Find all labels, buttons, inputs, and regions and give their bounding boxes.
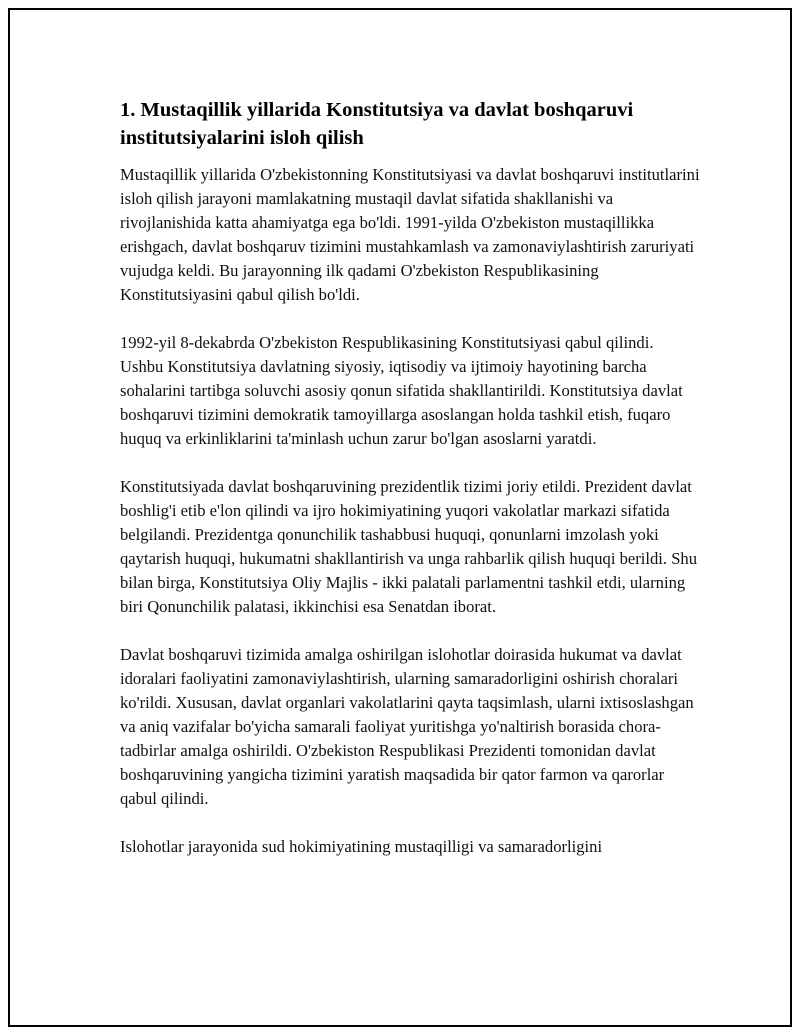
paragraph-1: Mustaqillik yillarida O'zbekistonning Konstitutsiyasi va davlat boshqaruvi institutlarini isloh qilish jarayoni mamlakatning mustaqil davlat sifatida shakllanishi va rivojlanishida katta ahamiyatga ega bo'ldi. 1991-yilda O'zbekiston mustaqillikka erishgach, davlat boshqaruv tizimini mustahkamlash va zamonaviylashtirish zaruriyati vujudga keldi. Bu jarayonning ilk qadami O'zbekiston Respublikasining Konstitutsiyasini qabul qilish bo'ldi. — [120, 165, 700, 304]
paragraph-2: 1992-yil 8-dekabrda O'zbekiston Respublikasining Konstitutsiyasi qabul qilindi. Ushbu Konstitutsiya davlatning siyosiy, iqtisodiy va ijtimoiy hayotining barcha sohalarini tartibga soluvchi asosiy qonun sifatida shakllantirildi. Konstitutsiya davlat boshqaruvi tizimini demokratik tamoyillarga asoslangan holda tashkil etish, fuqaro huquq va erkinliklarini ta'minlash uchun zarur bo'lgan asoslarni yaratdi. — [120, 333, 683, 448]
section-heading: 1. Mustaqillik yillarida Konstitutsiya va davlat boshqaruvi institutsiyalarini isloh qilish — [120, 99, 634, 149]
paragraph-3: Konstitutsiyada davlat boshqaruvining prezidentlik tizimi joriy etildi. Prezident davlat boshlig'i etib e'lon qilindi va ijro hokimiyatining yuqori vakolatlar markazi sifatida belgilandi. Prezidentga qonunchilik tashabbusi huquqi, qonunlarni imzolash yoki qaytarish huquqi, hukumatni shakllantirish va unga rahbarlik qilish huquqi berildi. Shu bilan birga, Konstitutsiya Oliy Majlis - ikki palatali parlamentni tashkil etdi, ularning biri Qonunchilik palatasi, ikkinchisi esa Senatdan iborat. — [120, 477, 698, 616]
paragraph-5: Islohotlar jarayonida sud hokimiyatining mustaqilligi va samaradorligini — [120, 837, 603, 856]
document-body — [120, 96, 700, 883]
paragraph-4: Davlat boshqaruvi tizimida amalga oshirilgan islohotlar doirasida hukumat va davlat idoralari faoliyatini zamonaviylashtirish, ularning samaradorligini oshirish choralari ko'rildi. Xususan, davlat organlari vakolatlarini qayta taqsimlash, ularni ixtisoslashgan va aniq vazifalar bo'yicha samarali faoliyat yuritishga yo'naltirish borasida chora-tadbirlar amalga oshirildi. O'zbekiston Respublikasi Prezidenti tomonidan davlat boshqaruvining yangicha tizimini yaratish maqsadida bir qator farmon va qarorlar qabul qilindi. — [120, 645, 694, 808]
page-frame — [8, 8, 792, 1027]
